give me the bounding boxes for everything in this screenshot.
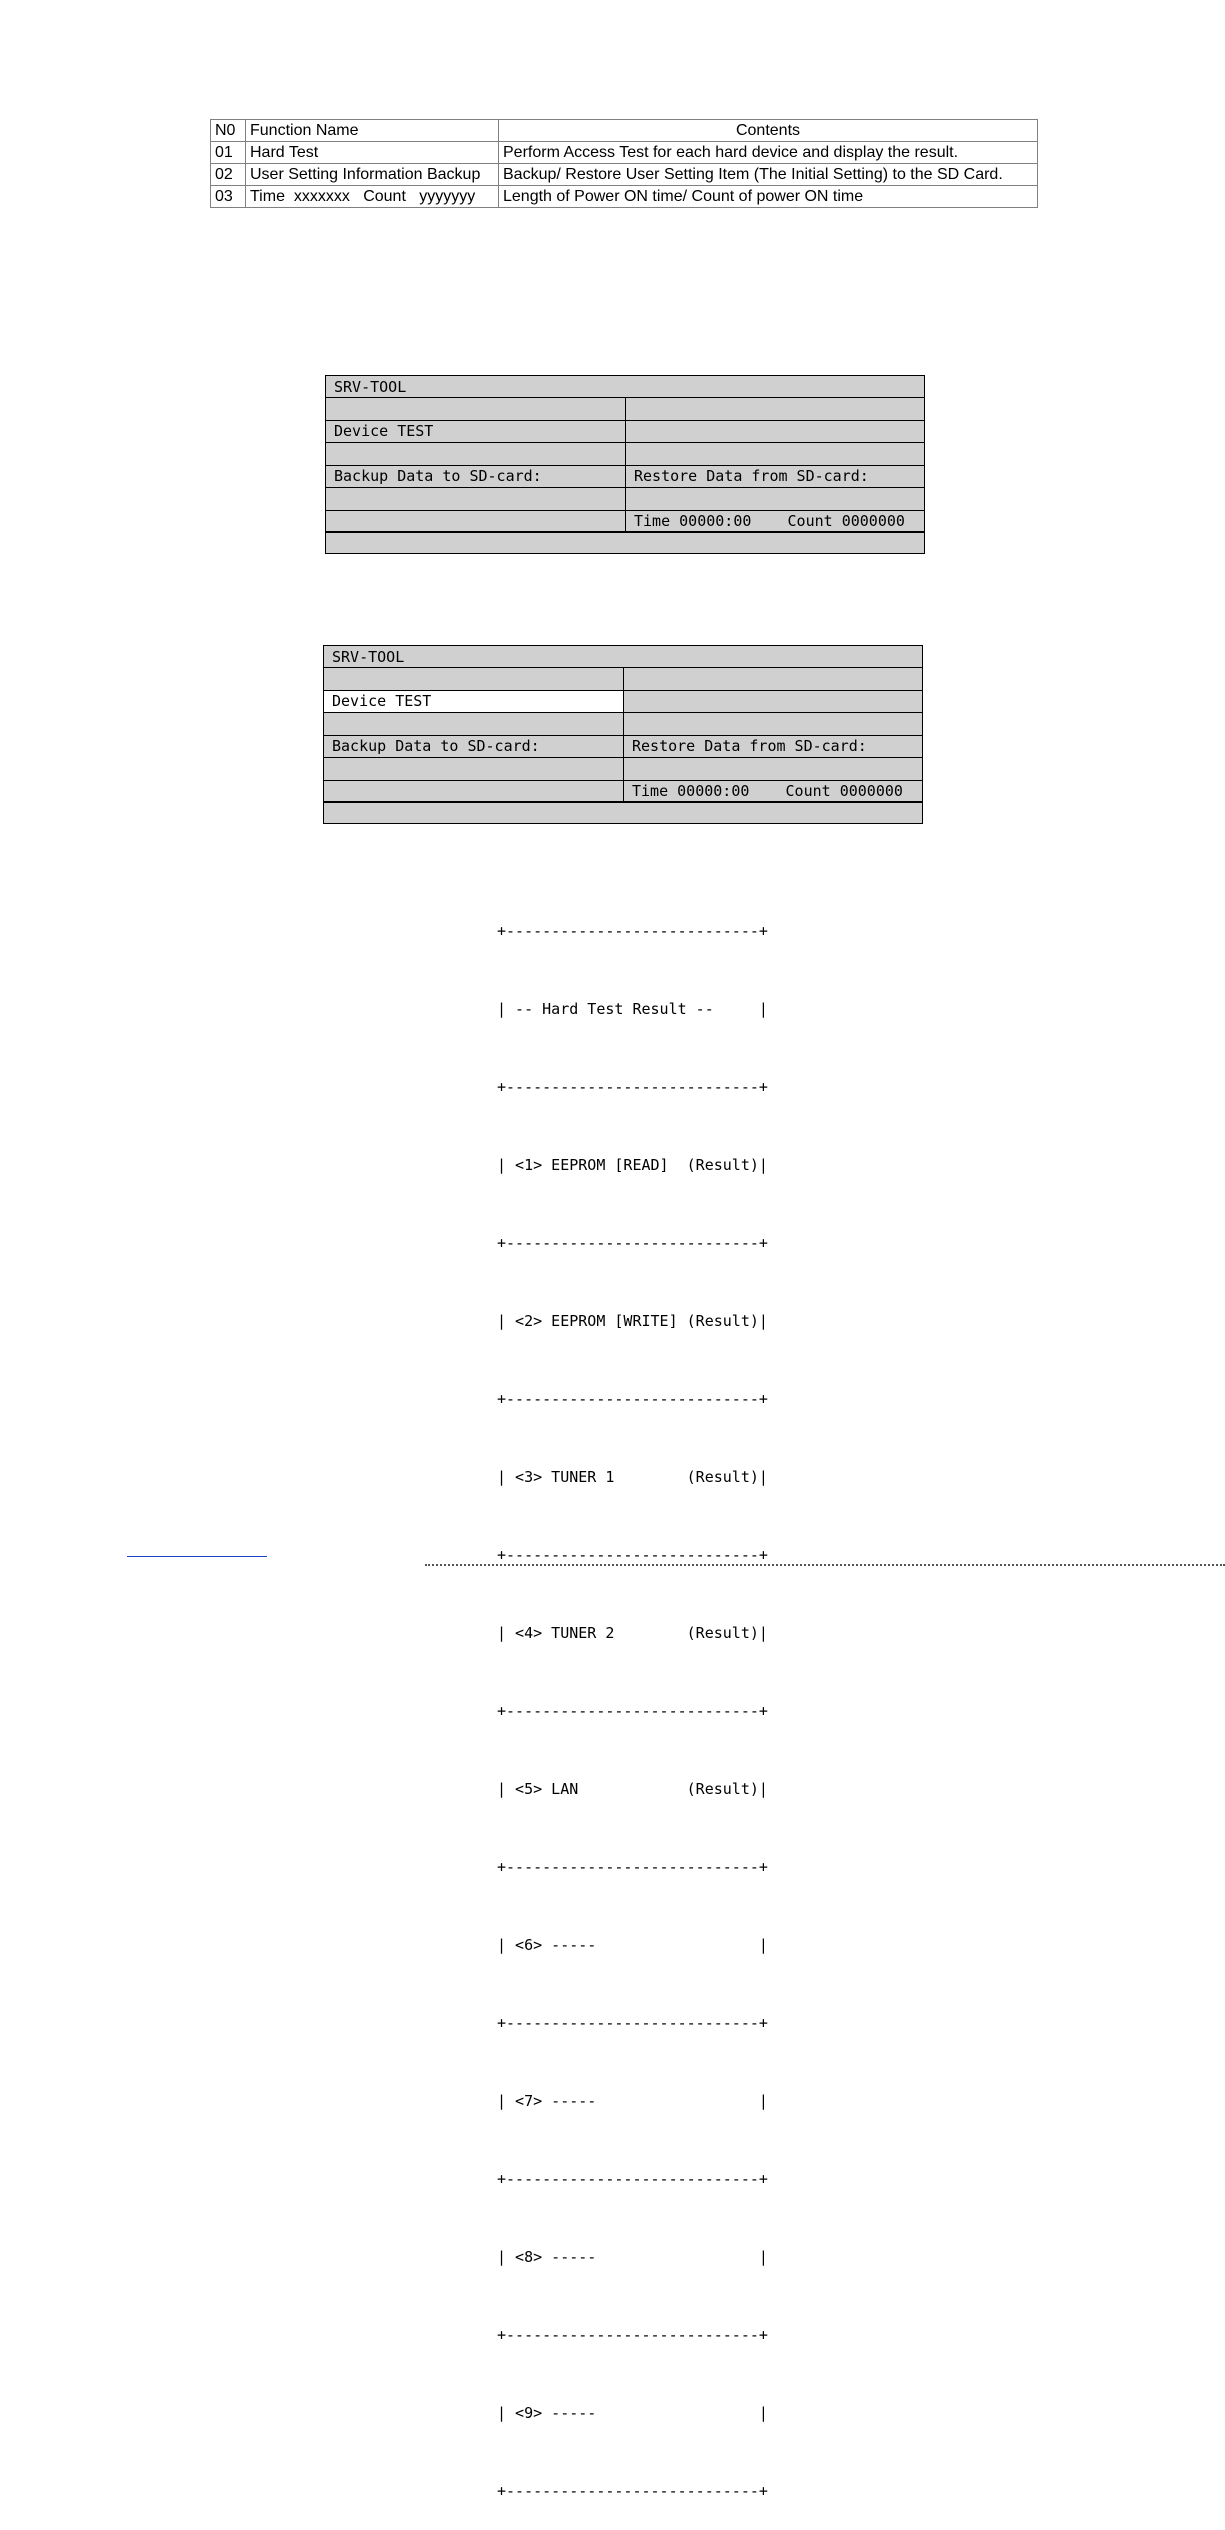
header-no: N0 [211,120,246,142]
time-count-readout: Time 00000:00 Count 0000000 [632,781,903,800]
backup-data-item[interactable]: Backup Data to SD-card: [326,466,626,488]
time-count-readout: Time 00000:00 Count 0000000 [634,511,905,530]
menu-row-time-count [324,781,922,804]
menu-cell-empty [326,511,626,532]
menu-row-backup-restore [326,466,924,489]
box-border-line: +----------------------------+ [497,1858,768,1876]
menu-cell-empty [326,398,626,420]
box-border-line: +----------------------------+ [497,1702,768,1720]
restore-data-item[interactable]: Restore Data from SD-card: [632,736,867,755]
menu-row-blank [326,443,924,466]
row-function-name: Hard Test [246,142,499,164]
row-no: 01 [211,142,246,164]
status-footer [324,803,922,823]
device-test-item-selected[interactable]: Device TEST [324,691,624,713]
srv-tool-title: SRV-TOOL [324,646,922,668]
box-border-line: +----------------------------+ [497,2482,768,2500]
menu-cell-empty [624,668,922,690]
box-border-line: +----------------------------+ [497,1234,768,1252]
box-border-line: +----------------------------+ [497,1078,768,1096]
result-line-lan: | <5> LAN (Result)| [497,1780,768,1798]
row-contents: Length of Power ON time/ Count of power ON time [499,186,1038,208]
menu-row-blank [324,758,922,781]
device-test-item[interactable]: Device TEST [326,421,626,443]
result-line-9: | <9> ----- | [497,2404,768,2422]
result-line-8: | <8> ----- | [497,2248,768,2266]
box-border-line: +----------------------------+ [497,1390,768,1408]
row-function-name: Time xxxxxxx Count yyyyyyy [246,186,499,208]
hard-test-result-title: | -- Hard Test Result -- | [497,1000,768,1018]
menu-cell-empty [626,488,924,510]
menu-row-blank [324,713,922,736]
backup-data-item[interactable]: Backup Data to SD-card: [324,736,624,758]
footer-dotted-rule [425,1564,1225,1566]
result-line-tuner-1: | <3> TUNER 1 (Result)| [497,1468,768,1486]
restore-data-item[interactable]: Restore Data from SD-card: [634,466,869,485]
function-table [210,119,1038,208]
row-function-name: User Setting Information Backup [246,164,499,186]
box-border-line: +----------------------------+ [497,2014,768,2032]
menu-row-device-test [326,421,924,444]
hard-test-result-box [497,866,768,2530]
row-contents: Perform Access Test for each hard device and display the result. [499,142,1038,164]
table-row [211,164,1038,186]
table-row [211,186,1038,208]
srv-tool-title: SRV-TOOL [326,376,924,398]
menu-row-backup-restore [324,736,922,759]
result-line-6: | <6> ----- | [497,1936,768,1954]
menu-cell-empty [624,758,922,780]
menu-cell-empty [326,443,626,465]
result-line-tuner-2: | <4> TUNER 2 (Result)| [497,1624,768,1642]
menu-cell-empty [624,713,922,735]
box-border-line: +----------------------------+ [497,922,768,940]
row-no: 03 [211,186,246,208]
result-line-eeprom-write: | <2> EEPROM [WRITE] (Result)| [497,1312,768,1330]
row-contents: Backup/ Restore User Setting Item (The Initial Setting) to the SD Card. [499,164,1038,186]
table-row [211,142,1038,164]
menu-row-blank [326,488,924,511]
box-border-line: +----------------------------+ [497,2170,768,2188]
menu-cell-empty [324,758,624,780]
menu-cell-empty [626,443,924,465]
menu-cell-empty [326,488,626,510]
row-no: 02 [211,164,246,186]
menu-cell-empty [626,398,924,420]
box-border-line: +----------------------------+ [497,2326,768,2344]
header-function-name: Function Name [246,120,499,142]
footer-link-underline [127,1556,267,1557]
menu-row-time-count [326,511,924,534]
status-footer [326,533,924,553]
menu-cell-empty [624,691,922,713]
menu-row-blank [324,668,922,691]
srv-tool-screen-device-test-selected [323,645,923,824]
menu-cell-empty [324,781,624,802]
result-line-7: | <7> ----- | [497,2092,768,2110]
table-header-row [211,120,1038,142]
menu-row-blank [326,398,924,421]
menu-row-device-test [324,691,922,714]
menu-cell-empty [324,668,624,690]
srv-tool-screen-default [325,375,925,554]
menu-cell-empty [626,421,924,443]
menu-cell-empty [324,713,624,735]
result-line-eeprom-read: | <1> EEPROM [READ] (Result)| [497,1156,768,1174]
header-contents: Contents [499,120,1038,142]
box-border-line: +----------------------------+ [497,1546,768,1564]
